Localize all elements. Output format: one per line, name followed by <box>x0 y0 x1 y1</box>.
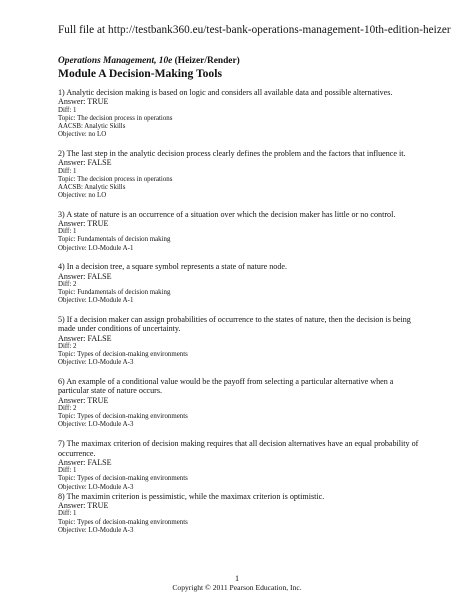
question-topic: Topic: Types of decision-making environments <box>58 518 188 526</box>
question-difficulty: Diff: 2 <box>58 281 77 289</box>
question-objective: Objective: LO-Module A-1 <box>58 244 134 252</box>
question-text: 7) The maximax criterion of decision making requires that all decision alternatives have an equal probability of occurrence. <box>58 439 419 458</box>
question-text: 5) If a decision maker can assign probabilities of occurrence to the states of nature, then the decision is being made under conditions of uncertainty. <box>58 314 411 334</box>
question-objective: Objective: no LO <box>58 131 107 139</box>
question-text: 6) An example of a conditional value would be the payoff from selecting a particular alternative when a particular state of nature occurs. <box>58 377 394 396</box>
question-objective: Objective: LO-Module A-1 <box>58 297 134 305</box>
question-difficulty: Diff: 2 <box>58 405 77 413</box>
question-topic: Topic: Types of decision-making environments <box>58 475 188 483</box>
question-objective: Objective: no LO <box>58 191 107 199</box>
question-item <box>58 492 424 535</box>
question-objective: Objective: LO-Module A-3 <box>58 483 134 491</box>
question-topic: Topic: Types of decision-making environments <box>58 351 188 359</box>
question-item <box>58 88 424 139</box>
question-item <box>58 439 424 492</box>
question-item <box>58 315 424 368</box>
copyright-notice: Copyright © 2011 Pearson Education, Inc. <box>172 583 302 592</box>
question-item <box>58 262 424 305</box>
book-title-italic: Operations Management, 10e <box>58 56 173 66</box>
question-difficulty: Diff: 1 <box>58 228 77 236</box>
question-list <box>58 88 424 544</box>
question-item <box>58 377 424 430</box>
source-url-header: Full file at http://testbank360.eu/test-bank-operations-management-10th-edition-heizer <box>58 24 451 36</box>
question-answer: Answer: FALSE <box>58 333 112 343</box>
question-topic: Topic: Fundamentals of decision making <box>58 289 171 297</box>
module-title: Module A Decision-Making Tools <box>58 67 222 80</box>
question-difficulty: Diff: 1 <box>58 510 77 518</box>
question-answer: Answer: TRUE <box>58 218 109 228</box>
question-answer: Answer: FALSE <box>58 457 112 467</box>
question-answer: Answer: TRUE <box>58 395 109 405</box>
question-difficulty: Diff: 1 <box>58 167 77 175</box>
question-topic: Topic: Types of decision-making environments <box>58 413 188 421</box>
question-answer: Answer: TRUE <box>58 501 109 511</box>
question-objective: Objective: LO-Module A-3 <box>58 421 134 429</box>
question-answer: Answer: FALSE <box>58 158 112 168</box>
question-text: 1) Analytic decision making is based on logic and considers all available data and possible alternatives. <box>58 88 393 97</box>
question-text: 2) The last step in the analytic decision process clearly defines the problem and the factors that influence it. <box>58 148 406 158</box>
book-authors: (Heizer/Render) <box>172 56 240 66</box>
question-text: 8) The maximin criterion is pessimistic, while the maximax criterion is optimistic. <box>58 491 325 501</box>
question-text: 4) In a decision tree, a square symbol represents a state of nature node. <box>58 262 288 272</box>
question-difficulty: Diff: 1 <box>58 106 77 114</box>
question-aacsb: AACSB: Analytic Skills <box>58 123 126 130</box>
question-item <box>58 149 424 200</box>
question-topic: Topic: The decision process in operations <box>58 175 173 183</box>
book-title <box>58 56 240 66</box>
question-text: 3) A state of nature is an occurrence of a situation over which the decision maker has little or no control. <box>58 209 396 219</box>
question-difficulty: Diff: 2 <box>58 343 77 351</box>
question-topic: Topic: Fundamentals of decision making <box>58 236 171 244</box>
question-aacsb: AACSB: Analytic Skills <box>58 183 126 191</box>
question-answer: Answer: TRUE <box>58 97 109 107</box>
question-objective: Objective: LO-Module A-3 <box>58 526 134 534</box>
page-number: 1 <box>234 574 240 583</box>
question-answer: Answer: FALSE <box>58 271 112 281</box>
question-objective: Objective: LO-Module A-3 <box>58 359 134 367</box>
question-difficulty: Diff: 1 <box>58 467 77 475</box>
question-item <box>58 210 424 253</box>
question-topic: Topic: The decision process in operations <box>58 114 173 122</box>
